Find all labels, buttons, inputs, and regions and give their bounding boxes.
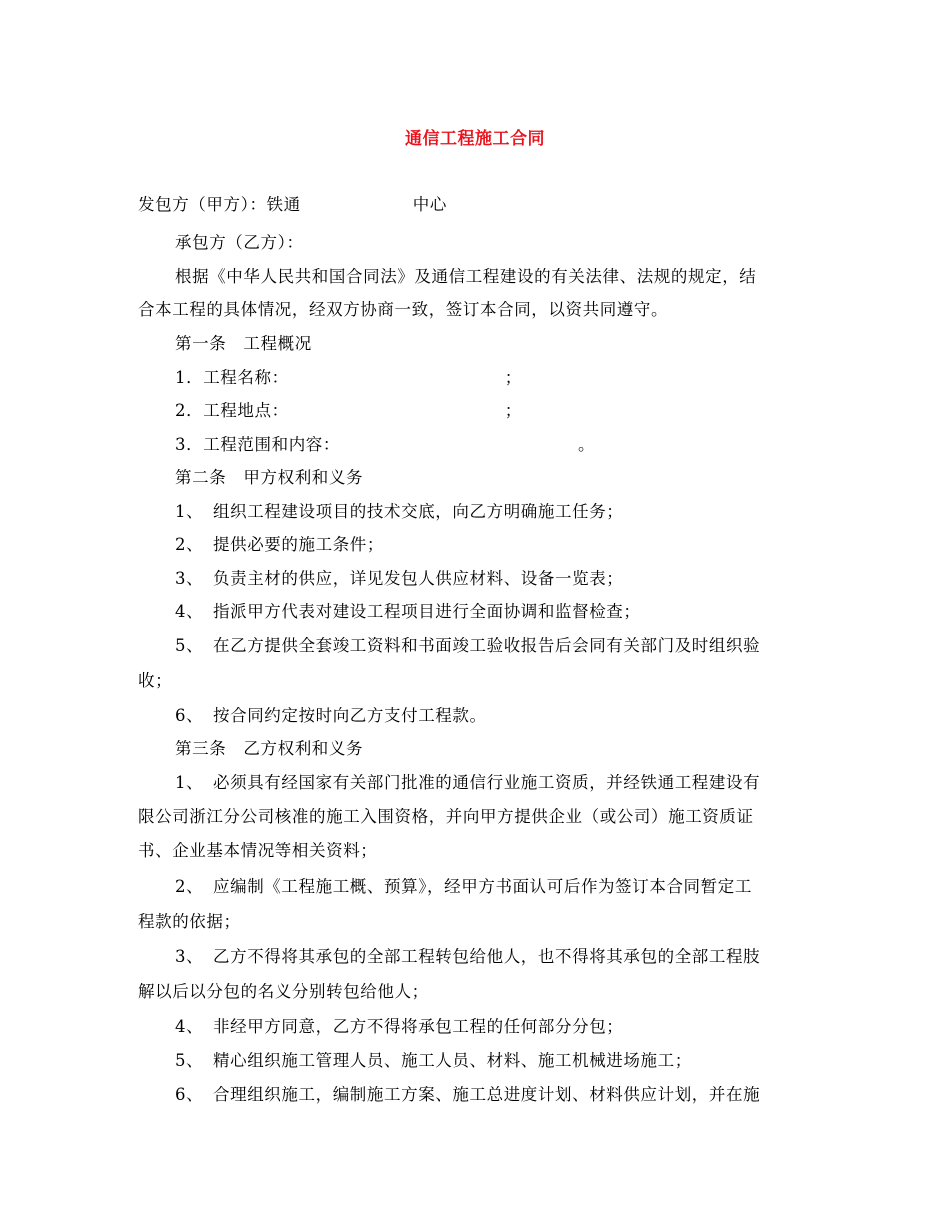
item-text: 负责主材的供应，详见发包人供应材料、设备一览表； <box>213 569 624 588</box>
article-3-item <box>175 1050 692 1072</box>
article-2-item <box>175 501 623 523</box>
item-number: 4、 <box>175 602 204 621</box>
article-1-item <box>175 367 522 389</box>
item-text: 在乙方提供全套竣工资料和书面竣工验收报告后会同有关部门及时组织验 <box>213 636 761 655</box>
article-1-heading: 第一条 工程概况 <box>175 334 312 353</box>
article-3-item <box>175 772 760 794</box>
item-number: 2、 <box>175 877 204 896</box>
article-3-item <box>175 946 760 968</box>
item-text: 精心组织施工管理人员、施工人员、材料、施工机械进场施工； <box>213 1051 692 1070</box>
item-end: 。 <box>578 435 596 454</box>
item-number: 6、 <box>175 706 204 725</box>
item-text: 必须具有经国家有关部门批准的通信行业施工资质，并经铁通工程建设有 <box>213 773 761 792</box>
article-3-item-continuation: 解以后以分包的名义分别转包给他人； <box>138 982 429 1001</box>
document-title: 通信工程施工合同 <box>405 129 545 149</box>
item-text: 指派甲方代表对建设工程项目进行全面协调和监督检查； <box>213 602 641 621</box>
article-3-item-continuation: 限公司浙江分公司核准的施工入围资格，并向甲方提供企业（或公司）施工资质证 <box>138 807 754 826</box>
preamble-line-2: 合本工程的具体情况，经双方协商一致，签订本合同，以资共同遵守。 <box>138 300 669 319</box>
article-2-item <box>175 705 487 727</box>
article-3-item <box>175 876 752 898</box>
item-number: 2、 <box>175 535 204 554</box>
article-3-heading: 第三条 乙方权利和义务 <box>175 739 364 758</box>
party-a-line <box>138 194 447 216</box>
article-2-item-continuation: 收； <box>138 671 173 690</box>
article-1-item <box>175 434 595 456</box>
item-end: ； <box>504 368 522 387</box>
item-label: 2．工程地点： <box>175 401 289 420</box>
item-number: 1、 <box>175 502 204 521</box>
item-number: 1、 <box>175 773 204 792</box>
item-number: 5、 <box>175 1051 204 1070</box>
article-2-heading: 第二条 甲方权利和义务 <box>175 468 364 487</box>
article-3-item-continuation: 书、企业基本情况等相关资料； <box>138 841 378 860</box>
item-text: 乙方不得将其承包的全部工程转包给他人，也不得将其承包的全部工程肢 <box>213 947 761 966</box>
item-text: 应编制《工程施工概、预算》，经甲方书面认可后作为签订本合同暂定工 <box>213 877 752 896</box>
item-end: ； <box>504 401 522 420</box>
item-number: 3、 <box>175 569 204 588</box>
item-number: 6、 <box>175 1085 204 1104</box>
article-2-item <box>175 601 641 623</box>
party-a-suffix: 中心 <box>412 195 447 214</box>
article-1-item <box>175 400 522 422</box>
party-b-line: 承包方（乙方）： <box>175 233 304 252</box>
article-3-item-continuation: 程款的依据； <box>138 912 241 931</box>
article-2-item <box>175 568 623 590</box>
party-a-label: 发包方（甲方）：铁通 <box>138 195 301 214</box>
item-text: 按合同约定按时向乙方支付工程款。 <box>213 706 487 725</box>
item-number: 4、 <box>175 1017 204 1036</box>
item-text: 提供必要的施工条件； <box>213 535 384 554</box>
item-text: 合理组织施工，编制施工方案、施工总进度计划、材料供应计划，并在施 <box>213 1085 761 1104</box>
item-label: 3．工程范围和内容： <box>175 435 340 454</box>
article-3-item <box>175 1084 760 1106</box>
item-text: 非经甲方同意，乙方不得将承包工程的任何部分分包； <box>213 1017 624 1036</box>
item-number: 3、 <box>175 947 204 966</box>
article-3-item <box>175 1016 623 1038</box>
article-2-item <box>175 534 384 556</box>
item-text: 组织工程建设项目的技术交底，向乙方明确施工任务； <box>213 502 624 521</box>
item-number: 5、 <box>175 636 204 655</box>
item-label: 1．工程名称： <box>175 368 289 387</box>
preamble-line-1: 根据《中华人民共和国合同法》及通信工程建设的有关法律、法规的规定，结 <box>175 267 757 286</box>
article-2-item <box>175 635 760 657</box>
